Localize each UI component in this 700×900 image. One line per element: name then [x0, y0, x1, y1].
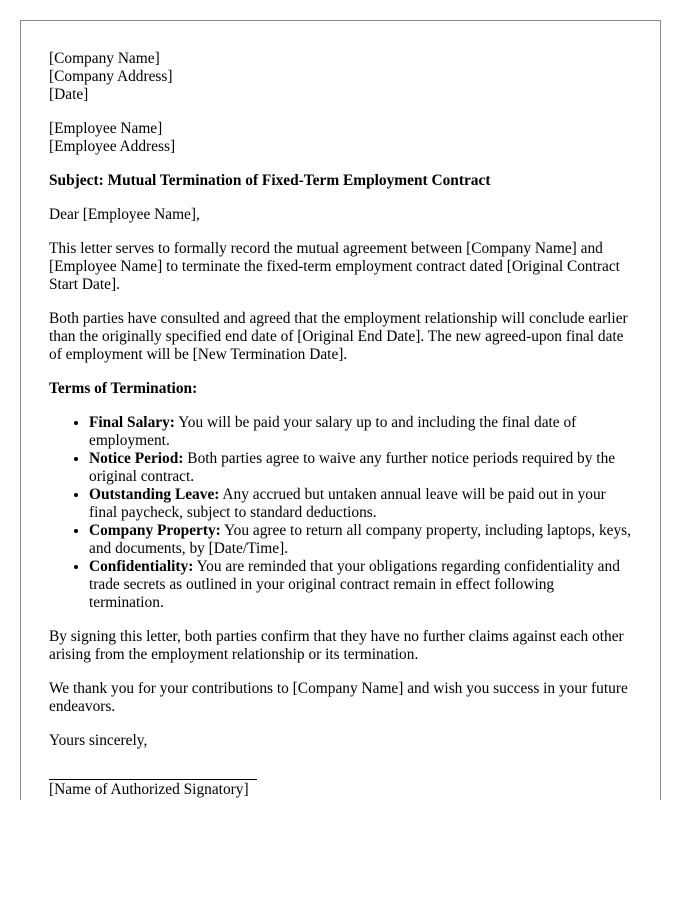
- employee-name: [Employee Name]: [49, 120, 163, 137]
- company-name: [Company Name]: [49, 50, 160, 67]
- term-item-notice-period: [89, 450, 632, 486]
- term-label: Notice Period:: [89, 450, 184, 467]
- intro-paragraph: This letter serves to formally record the mutual agreement between [Company Name] and [Employee Name] to terminate the fixed-term employment contract dated [Original Contract Start Date].: [49, 240, 620, 293]
- term-label: Confidentiality:: [89, 558, 194, 575]
- salutation: Dear [Employee Name],: [49, 206, 200, 223]
- term-item-outstanding-leave: [89, 486, 632, 522]
- employee-address: [Employee Address]: [49, 138, 176, 155]
- company-address: [Company Address]: [49, 68, 173, 85]
- term-text: Both parties agree to waive any further notice periods required by the original contract.: [89, 450, 616, 485]
- term-text: You are reminded that your obligations regarding confidentiality and trade secrets as outlined in your original contract remain in effect following termination.: [89, 558, 620, 611]
- letter-date: [Date]: [49, 86, 89, 103]
- dates-paragraph: Both parties have consulted and agreed that the employment relationship will conclude earlier than the originally specified end date of [Original End Date]. The new agreed-upon final date of employment will be [New Termination Date].: [49, 310, 628, 363]
- term-label: Company Property:: [89, 522, 221, 539]
- subject-line: [49, 172, 632, 190]
- signature-line: [49, 779, 257, 780]
- term-text: Any accrued but untaken annual leave will be paid out in your final paycheck, subject to standard deductions.: [89, 486, 606, 521]
- term-item-company-property: [89, 522, 632, 558]
- terms-heading: Terms of Termination:: [49, 380, 198, 397]
- term-item-final-salary: [89, 414, 632, 450]
- term-label: Final Salary:: [89, 414, 175, 431]
- term-label: Outstanding Leave:: [89, 486, 220, 503]
- claims-paragraph: By signing this letter, both parties confirm that they have no further claims against each other arising from the employment relationship or its termination.: [49, 628, 624, 663]
- sender-block: [49, 50, 632, 104]
- signatory-name: [Name of Authorized Signatory]: [49, 781, 249, 798]
- letter-document: [20, 20, 661, 800]
- sign-off: Yours sincerely,: [49, 732, 148, 749]
- subject-text: Subject: Mutual Termination of Fixed-Term Employment Contract: [49, 172, 491, 189]
- terms-list: [49, 414, 632, 612]
- term-text: You agree to return all company property, including laptops, keys, and documents, by [Date/Time].: [89, 522, 631, 557]
- term-item-confidentiality: [89, 558, 632, 612]
- recipient-block: [49, 120, 632, 156]
- thanks-paragraph: We thank you for your contributions to [Company Name] and wish you success in your future endeavors.: [49, 680, 628, 715]
- term-text: You will be paid your salary up to and including the final date of employment.: [89, 414, 577, 449]
